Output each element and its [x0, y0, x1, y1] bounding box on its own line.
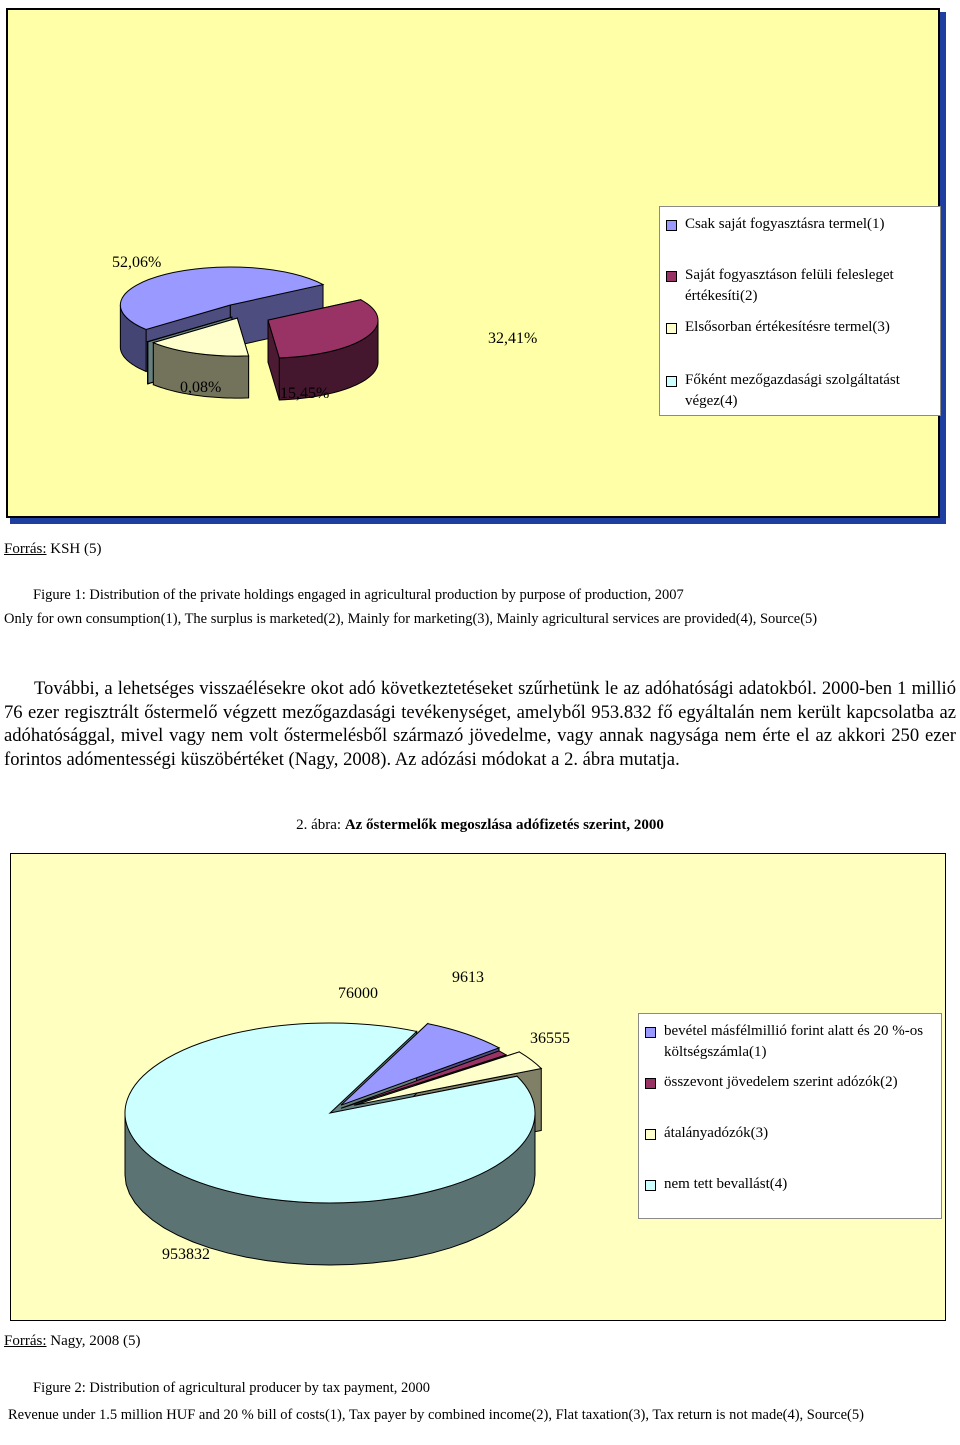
legend-swatch	[645, 1129, 656, 1140]
legend-label: átalányadózók(3)	[664, 1125, 769, 1141]
chart1-label-1: 52,06%	[112, 254, 162, 271]
chart2-legend	[638, 1013, 942, 1219]
chart1-label-2: 32,41%	[488, 330, 538, 347]
chart1-label-3: 15,45%	[280, 385, 330, 402]
legend-swatch	[666, 271, 677, 282]
legend-swatch	[666, 323, 677, 334]
figure2-source	[4, 1333, 141, 1350]
chart2-legend-item	[645, 1021, 931, 1063]
chart2-legend-item	[645, 1072, 898, 1093]
legend-label: Saját fogyasztáson felüli felesleget értékesíti(2)	[685, 267, 894, 304]
chart2-label-4: 953832	[162, 1246, 210, 1263]
source-value: Nagy, 2008 (5)	[46, 1333, 141, 1349]
chart1-label-4: 0,08%	[180, 379, 222, 396]
legend-label: bevétel másfélmillió forint alatt és 20 %-os költségszámla(1)	[664, 1023, 924, 1060]
figure2-caption-legend-en: Revenue under 1.5 million HUF and 20 % bill of costs(1), Tax payer by combined income(2), Flat taxation(3), Tax return is not made(4), Source(5)	[8, 1407, 864, 1423]
source-label: Forrás:	[4, 541, 47, 557]
chart2-legend-item	[645, 1174, 787, 1195]
figure2-caption-en: Figure 2: Distribution of agricultural producer by tax payment, 2000	[33, 1380, 431, 1396]
chart1-legend-item	[666, 370, 928, 412]
paragraph-text: További, a lehetséges visszaélésekre okot adó következtetéseket szűrhetünk le az adóhatósági adatokból. 2000-ben 1 millió 76 ezer regisztrált őstermelő végzett mezőgazdasági tevékenységet, amelyből 953.832 fő egyáltalán nem került kapcsolatba az adóhatósággal, mivel vagy nem volt őstermelésből származó jövedelme, vagy annak nagysága nem érte el az akkori 250 ezer forintos adómentességi küszöbértéket (Nagy, 2008). Az adózási módokat a 2. ábra mutatja.	[4, 678, 956, 770]
chart2-legend-item	[645, 1123, 768, 1144]
source-value: KSH (5)	[46, 541, 102, 557]
figure2-title	[0, 817, 960, 834]
source-label: Forrás:	[4, 1333, 47, 1349]
chart2-label-2: 9613	[452, 969, 484, 986]
figure1-caption-en: Figure 1: Distribution of the private holdings engaged in agricultural production by purpose of production, 2007	[33, 587, 684, 603]
legend-swatch	[645, 1078, 656, 1089]
chart1-legend-item	[666, 214, 885, 235]
legend-swatch	[666, 220, 677, 231]
chart1-legend	[659, 206, 941, 416]
legend-label: Elsősorban értékesítésre termel(3)	[685, 319, 890, 335]
figure1-caption-legend-en: Only for own consumption(1), The surplus is marketed(2), Mainly for marketing(3), Mainly agricultural services are provided(4), Source(5)	[4, 611, 818, 627]
legend-label: összevont jövedelem szerint adózók(2)	[664, 1074, 898, 1090]
legend-label: Csak saját fogyasztásra termel(1)	[685, 216, 885, 232]
body-paragraph	[4, 677, 956, 771]
legend-label: nem tett bevallást(4)	[664, 1176, 788, 1192]
legend-swatch	[645, 1180, 656, 1191]
chart2-label-1: 76000	[338, 985, 378, 1002]
figure2-title-prefix: 2. ábra:	[296, 817, 345, 833]
figure2-title-text: Az őstermelők megoszlása adófizetés szerint, 2000	[344, 817, 664, 833]
chart1-legend-item	[666, 265, 928, 307]
legend-swatch	[666, 376, 677, 387]
legend-swatch	[645, 1027, 656, 1038]
legend-label: Főként mezőgazdasági szolgáltatást végez(4)	[685, 372, 900, 409]
chart2-label-3: 36555	[530, 1030, 570, 1047]
figure1-source	[4, 541, 102, 558]
chart1-legend-item	[666, 317, 890, 338]
